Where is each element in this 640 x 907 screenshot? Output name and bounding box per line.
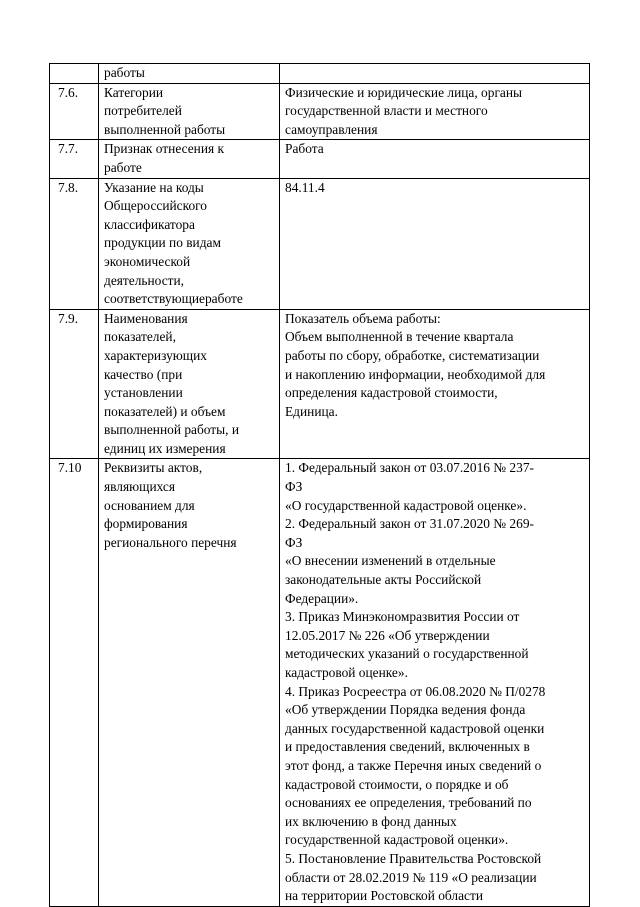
item-value-line: кадастровой оценке». (285, 665, 408, 680)
item-value-line: Объем выполненной в течение квартала (285, 329, 514, 345)
item-number-cell (50, 459, 99, 906)
item-name-line: Признак отнесения к (104, 141, 224, 157)
item-value-cell (280, 309, 590, 459)
item-name-cell (99, 459, 280, 906)
item-value-line: области от 28.02.2019 № 119 «О реализации (285, 869, 537, 885)
table-row (50, 309, 590, 459)
item-value-line: 84.11.4 (285, 179, 325, 195)
item-name-line: работе (104, 159, 142, 175)
table-row (50, 83, 590, 140)
item-name-line: установлении (104, 385, 183, 401)
item-value-line: 2. Федеральный закон от 31.07.2020 № 269- (285, 516, 534, 532)
item-name-line: Указание на коды (104, 179, 204, 195)
item-value-line: работы по сбору, обработке, систематизации (285, 347, 540, 363)
item-name-cell (99, 64, 280, 84)
item-name-line: показателей) и объем (104, 403, 226, 419)
item-name-cell (99, 309, 280, 459)
item-name-line: соответствующиеработе (104, 291, 243, 307)
item-name-line: формирования (104, 516, 188, 532)
item-name-line: продукции по видам (104, 235, 221, 251)
item-name-line: Категории (104, 84, 164, 100)
item-value-line: Единица. (285, 403, 338, 419)
item-name-line: потребителей (104, 103, 182, 119)
item-name-line: регионального перечня (104, 534, 237, 550)
item-number-cell (50, 64, 99, 84)
item-name-line: качество (при (104, 366, 183, 382)
item-value-cell (280, 178, 590, 309)
item-name-line: деятельности, (104, 272, 185, 288)
item-number: 7.10 (58, 460, 82, 476)
item-value-line: определения кадастровой стоимости, (285, 385, 498, 401)
table-row (50, 140, 590, 178)
item-value-line: «О внесении изменений в отдельные (285, 553, 496, 569)
item-value-line: «Об утверждении Порядка ведения фонда (285, 702, 526, 718)
item-name-line: выполненной работы (104, 121, 226, 137)
item-name-line: выполненной работы, и (104, 422, 240, 438)
item-number: 7.6. (58, 84, 79, 100)
item-value-line: и накоплению информации, необходимой для (285, 366, 546, 382)
item-name-line: работы (104, 65, 145, 80)
item-name-line: являющихся (104, 479, 176, 495)
item-value-line: этот фонд, а также Перечня иных сведений о (285, 757, 542, 773)
item-name-line: характеризующих (104, 347, 207, 363)
item-value-line: данных государственной кадастровой оценки (285, 720, 545, 736)
item-number-cell (50, 178, 99, 309)
item-value-line: самоуправления (285, 121, 378, 137)
item-value-line: государственной кадастровой оценки». (285, 832, 509, 848)
item-name-line: единиц их измерения (104, 440, 226, 456)
item-value-cell (280, 64, 590, 84)
item-number: 7.8. (58, 179, 79, 195)
item-name-line: показателей, (104, 329, 176, 345)
table-row (50, 178, 590, 309)
item-value-cell (280, 83, 590, 140)
item-value-line: 12.05.2017 № 226 «Об утверждении (285, 627, 490, 643)
item-number-cell (50, 140, 99, 178)
item-value-line: кадастровой стоимости, о порядке и об (285, 776, 509, 792)
item-value-line: законодательные акты Российской (285, 572, 482, 588)
item-number-cell (50, 309, 99, 459)
item-name-line: экономической (104, 253, 191, 269)
table-row (50, 64, 590, 84)
item-value-cell (280, 459, 590, 906)
item-name-line: Реквизиты актов, (104, 460, 203, 476)
item-value-line: Работа (285, 141, 324, 157)
item-value-line: «О государственной кадастровой оценке». (285, 497, 527, 513)
table-row (50, 459, 590, 906)
item-number-cell (50, 83, 99, 140)
item-value-line: и предоставления сведений, включенных в (285, 739, 530, 755)
item-value-line: Физические и юридические лица, органы (285, 84, 523, 100)
item-number: 7.7. (58, 141, 79, 157)
document-table-body (50, 64, 590, 907)
item-value-line: ФЗ (285, 534, 303, 550)
item-value-line: на территории Ростовской области (285, 888, 483, 904)
item-value-cell (280, 140, 590, 178)
item-name-line: Наименования (104, 310, 188, 326)
item-name-line: классификатора (104, 216, 195, 232)
item-number: 7.9. (58, 310, 79, 326)
item-name-cell (99, 140, 280, 178)
item-value-line: Показатель объема работы: (285, 310, 441, 326)
item-value-line: Федерации». (285, 590, 359, 606)
item-value-line: ФЗ (285, 479, 303, 495)
item-name-cell (99, 178, 280, 309)
item-value-line: методических указаний о государственной (285, 646, 529, 662)
item-value-line: 4. Приказ Росреестра от 06.08.2020 № П/0278 (285, 683, 546, 699)
item-value-line: их включению в фонд данных (285, 813, 457, 829)
item-name-line: Общероссийского (104, 198, 207, 214)
item-name-cell (99, 83, 280, 140)
item-value-line: 1. Федеральный закон от 03.07.2016 № 237- (285, 460, 534, 476)
item-value-line: основаниях ее определения, требований по (285, 795, 532, 811)
item-value-line: государственной власти и местного (285, 103, 488, 119)
item-value-line: 5. Постановление Правительства Ростовской (285, 850, 542, 866)
item-name-line: основанием для (104, 497, 195, 513)
item-value-line: 3. Приказ Минэкономразвития России от (285, 609, 520, 625)
document-table (49, 63, 590, 907)
